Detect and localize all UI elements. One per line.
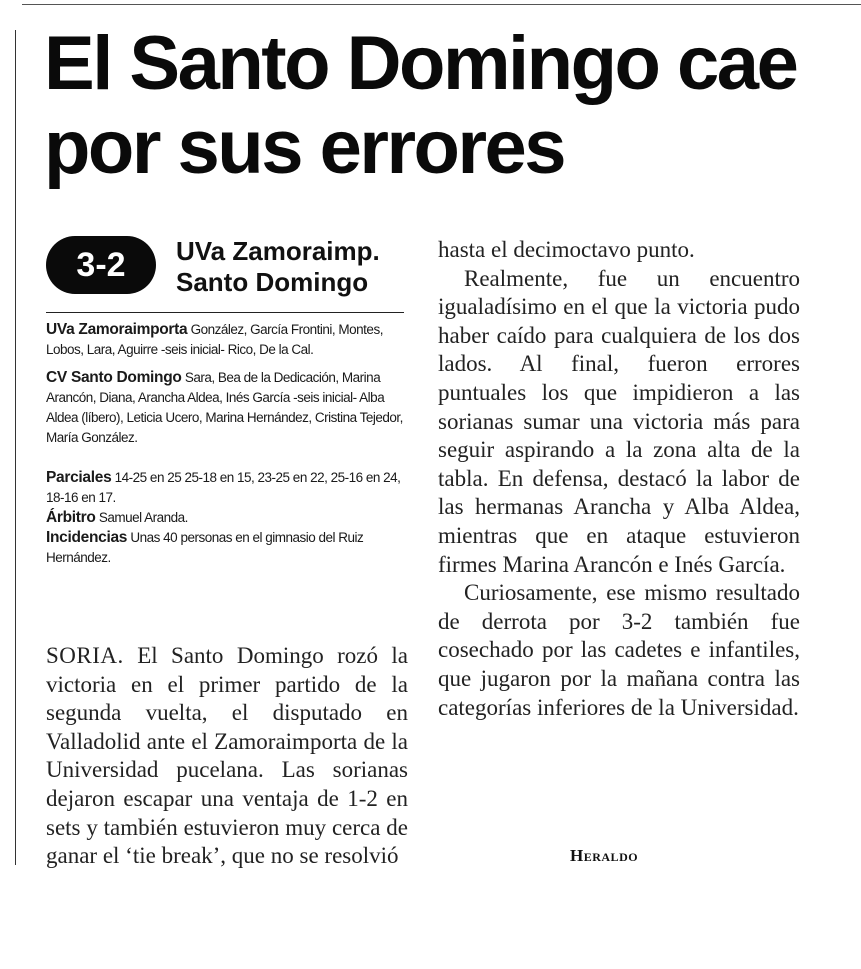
lineup-box xyxy=(46,320,408,568)
body-paragraph-2: Realmente, fue un encuentro igualadísimo en el que la victoria pudo haber caído para cualquiera de los dos lados. Al final, fueron errores puntuales los que impidieron a las sorianas sumar una victoria más para seguir aspirando a la zona alta de la tabla. En defensa, destacó la labor de las hermanas Arancha y Alba Aldea, mientras que en ataque estuvieron firmes Marina Arancón e Inés García. xyxy=(438,265,800,577)
body-paragraph-1 xyxy=(46,642,408,871)
top-rule xyxy=(22,4,861,5)
notes-text: Unas 40 personas en el gimnasio del Ruiz Hernández. xyxy=(46,530,364,565)
sets-text: 14-25 en 25 25-18 en 15, 23-25 en 22, 25-16 en 24, 18-16 en 17. xyxy=(46,470,401,505)
referee-label: Árbitro xyxy=(46,509,96,526)
away-lineup-players: Sara, Bea de la Dedicación, Marina Arancón, Diana, Arancha Aldea, Inés García -seis inicial- Alba Aldea (líbero), Leticia Ucero, Marina Hernández, Cristina Tejedor, María González. xyxy=(46,370,403,445)
away-lineup-label: CV Santo Domingo xyxy=(46,369,182,386)
away-lineup xyxy=(46,368,408,448)
signature: Heraldo xyxy=(570,846,639,865)
box-rule xyxy=(46,312,404,313)
body-paragraph-1-text: El Santo Domingo rozó la victoria en el primer partido de la segunda vuelta, el disputado en Valladolid ante el Zamoraimporta de la Universidad pucelana. Las sorianas dejaron escapar una ventaja de 1-2 en sets y también estuvieron muy cerca de ganar el ‘tie break’, que no se resolvió xyxy=(46,643,409,869)
notes-line xyxy=(46,528,408,568)
headline: El Santo Domingo cae por sus errores xyxy=(44,21,797,190)
dateline: SORIA. xyxy=(46,643,124,668)
referee-text: Samuel Aranda. xyxy=(98,510,188,525)
home-team: UVa Zamoraimp. xyxy=(176,236,380,266)
sets-line xyxy=(46,468,408,508)
home-lineup-players: González, García Frontini, Montes, Lobos, Lara, Aguirre -seis inicial- Rico, De la Cal. xyxy=(46,322,383,357)
sets-label: Parciales xyxy=(46,469,112,486)
score-badge: 3-2 xyxy=(46,236,156,294)
teams-block xyxy=(176,236,380,298)
body-paragraph-3: Curiosamente, ese mismo resultado de derrota por 3-2 también fue cosechado por las cadetes e infantiles, que jugaron por la mañana contra las categorías inferiores de la Universidad. xyxy=(438,580,800,720)
body-paragraph-1-continued: hasta el decimoctavo punto. xyxy=(438,237,695,262)
home-lineup-label: UVa Zamoraimporta xyxy=(46,321,188,338)
home-lineup xyxy=(46,320,408,360)
notes-label: Incidencias xyxy=(46,529,128,546)
away-team: Santo Domingo xyxy=(176,267,369,297)
body-column-2 xyxy=(438,236,800,722)
referee-line xyxy=(46,508,408,528)
column-rule xyxy=(15,30,16,865)
